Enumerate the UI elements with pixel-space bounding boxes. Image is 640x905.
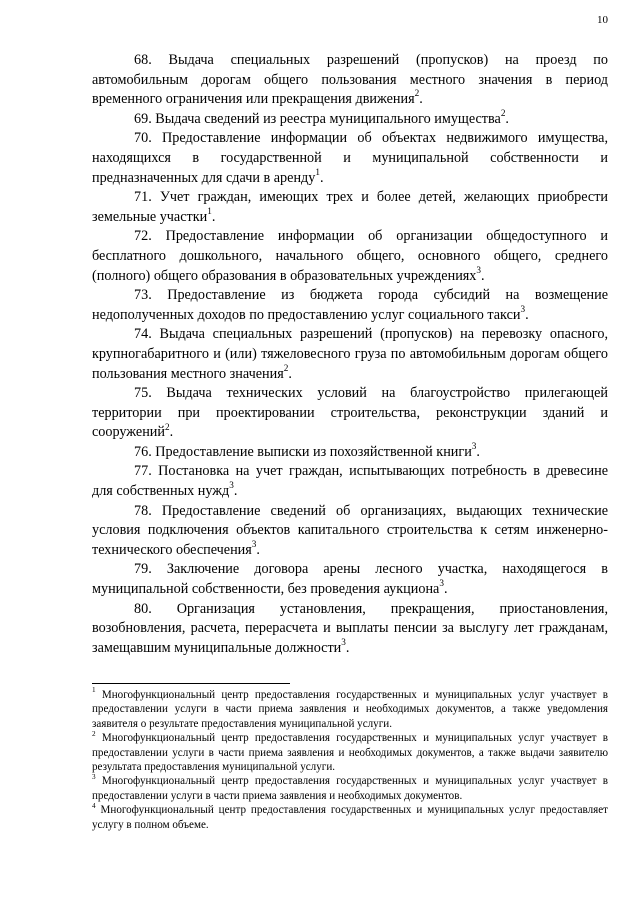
footnote-ref: 1	[315, 166, 320, 177]
service-item: 72. Предоставление информации об организации общедоступного и бесплатного дошкольного, начального общего, основного общего, среднего (полного) общего образования в образовательных учреждениях$^3$.	[92, 228, 608, 284]
footnote-ref: 3	[439, 578, 444, 589]
footnote-mark: 2	[92, 729, 96, 738]
footnote-mark: 1	[92, 686, 96, 695]
service-item: 68. Выдача специальных разрешений (пропусков) на проезд по автомобильным дорогам общего пользования местного значения в период временного ограничения или прекращения движения$^2$.	[92, 52, 608, 108]
page-number: 10	[597, 14, 608, 26]
footnote-ref: 2	[165, 421, 170, 432]
footnote-ref: 2	[414, 88, 420, 99]
footnote: $^3$ Многофункциональный центр предоставления государственных и муниципальных услуг участвует в предоставлении услуги в части приема заявления и необходимых документов.	[92, 772, 608, 802]
footnote-separator	[92, 683, 290, 684]
service-item: 75. Выдача технических условий на благоустройство прилегающей территории при проектировании строительства, реконструкции зданий и сооружений$^2$.	[92, 385, 608, 441]
footnote-ref: 3	[341, 637, 346, 648]
footnote: $^2$ Многофункциональный центр предоставления государственных и муниципальных услуг участвует в предоставлении услуги в части приема заявления и необходимых документов, а также выдачи заявителю результата предоставления муниципальной услуги.	[92, 729, 608, 774]
footnote-mark: 3	[92, 772, 96, 781]
footnote-ref: 3	[471, 441, 477, 452]
service-item: 73. Предоставление из бюджета города субсидий на возмещение недополученных доходов по предоставлению услуг социального такси$^3$.	[92, 287, 608, 323]
footnote-ref: 1	[207, 206, 212, 217]
footnote-ref: 3	[251, 539, 257, 550]
service-item: 77. Постановка на учет граждан, испытывающих потребность в древесине для собственных нужд$^3$.	[92, 463, 608, 500]
footnote-ref: 3	[520, 303, 526, 314]
footnote-ref: 3	[476, 264, 482, 275]
service-item: 70. Предоставление информации об объектах недвижимого имущества, находящихся в государственной и муниципальной собственности и предназначенных для сдачи в аренду$^1$.	[92, 130, 608, 186]
footnote-mark: 4	[92, 801, 96, 810]
service-item: 74. Выдача специальных разрешений (пропусков) на перевозку опасного, крупногабаритного и (или) тяжеловесного груза по автомобильным дорогам общего пользования местного значения$^2$.	[92, 326, 608, 382]
service-item: 78. Предоставление сведений об организациях, выдающих технические условия подключения объектов капитального строительства к сетям инженерно-технического обеспечения$^3$.	[92, 502, 608, 558]
service-item: 76. Предоставление выписки из похозяйственной книги$^3$.	[134, 441, 480, 460]
service-item: 79. Заключение договора арены лесного участка, находящегося в муниципальной собственности, без проведения аукциона$^3$.	[92, 561, 608, 598]
footnotes	[92, 688, 608, 832]
footnote-ref: 2	[500, 108, 506, 119]
service-item: 80. Организация установления, прекращения, приостановления, возобновления, расчета, перерасчета и выплаты пенсии за выслугу лет гражданам, замещавшим муниципальные должности$^3$.	[92, 600, 608, 656]
service-item: 71. Учет граждан, имеющих трех и более детей, желающих приобрести земельные участки$^1$.	[92, 189, 608, 225]
service-list	[92, 51, 608, 658]
footnote: $^1$ Многофункциональный центр предоставления государственных и муниципальных услуг участвует в предоставлении услуги в части приема заявления и необходимых документов, а также уведомления заявителя о результате предоставления муниципальной услуги.	[92, 686, 608, 730]
footnote-ref: 3	[229, 480, 234, 491]
footnote: $^4$ Многофункциональный центр предоставления государственных и муниципальных услуг предоставляет услугу в полном объеме.	[92, 801, 608, 831]
service-item: 69. Выдача сведений из реестра муниципального имущества$^2$.	[134, 108, 509, 127]
footnote-ref: 2	[283, 362, 289, 373]
